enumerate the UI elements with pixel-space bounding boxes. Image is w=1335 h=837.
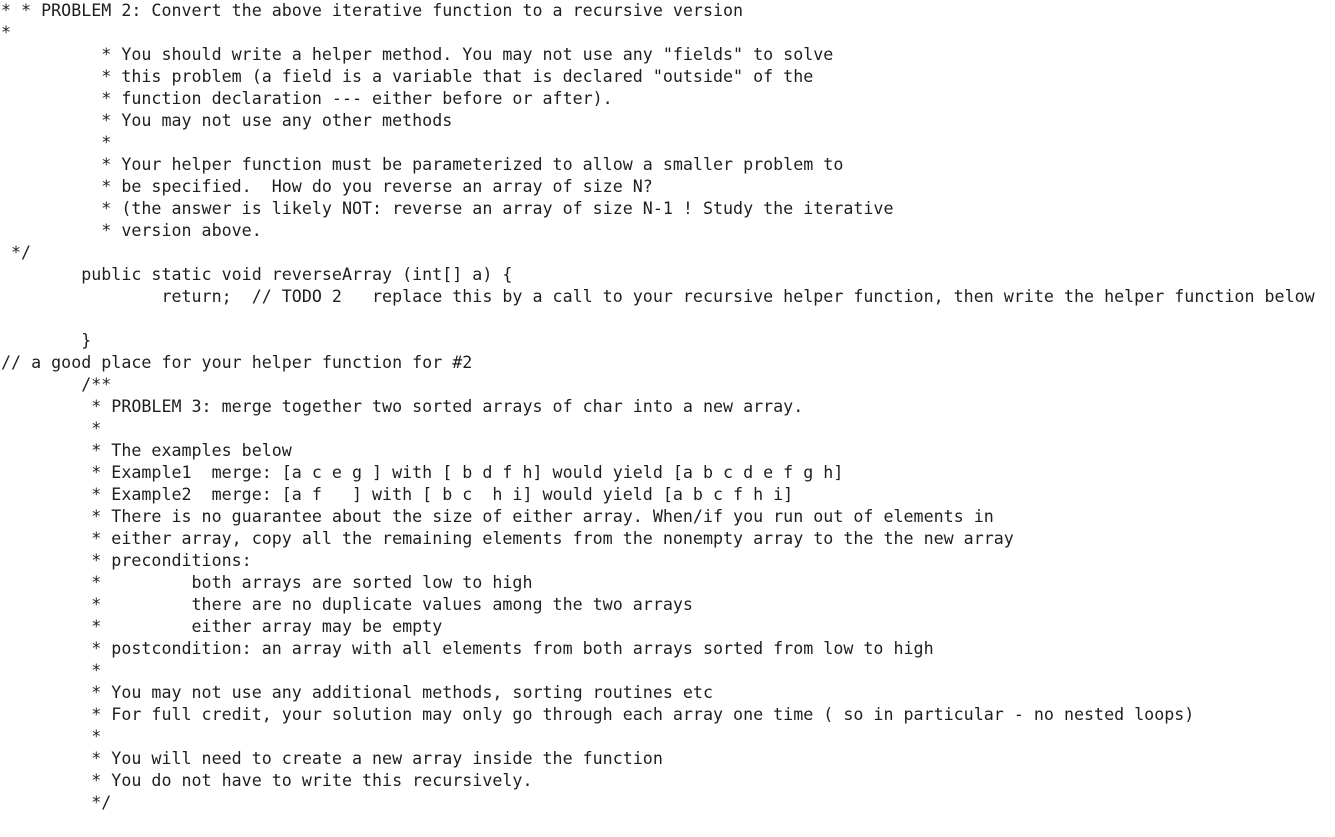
code-line: * The examples below bbox=[1, 441, 292, 460]
code-line: * Example1 merge: [a c e g ] with [ b d f h] would yield [a b c d e f g h] bbox=[1, 463, 844, 482]
code-line: * You will need to create a new array inside the function bbox=[1, 749, 663, 768]
code-line: */ bbox=[1, 243, 32, 262]
code-line: public static void reverseArray (int[] a) { bbox=[1, 265, 513, 284]
code-line: * postcondition: an array with all elements from both arrays sorted from low to high bbox=[1, 639, 934, 658]
code-line: * version above. bbox=[1, 221, 262, 240]
code-line: * PROBLEM 3: merge together two sorted arrays of char into a new array. bbox=[1, 397, 804, 416]
code-line: * Your helper function must be parameterized to allow a smaller problem to bbox=[1, 155, 844, 174]
code-line: * For full credit, your solution may only go through each array one time ( so in particular - no nested loops) bbox=[1, 705, 1195, 724]
code-line: * be specified. How do you reverse an array of size N? bbox=[1, 177, 653, 196]
code-line: * preconditions: bbox=[1, 551, 252, 570]
code-line: * You should write a helper method. You may not use any "fields" to solve bbox=[1, 45, 834, 64]
code-line: * either array, copy all the remaining elements from the nonempty array to the the new array bbox=[1, 529, 1014, 548]
code-line: * * PROBLEM 2: Convert the above iterative function to a recursive version bbox=[1, 1, 744, 20]
code-line: * You do not have to write this recursively. bbox=[1, 771, 533, 790]
code-line: * bbox=[1, 419, 102, 438]
code-line: * Example2 merge: [a f ] with [ b c h i] would yield [a b c f h i] bbox=[1, 485, 794, 504]
code-line: // a good place for your helper function for #2 bbox=[1, 353, 473, 372]
code-line: * bbox=[1, 133, 112, 152]
code-line: * both arrays are sorted low to high bbox=[1, 573, 533, 592]
code-line: * bbox=[1, 727, 102, 746]
code-line: /** bbox=[1, 375, 112, 394]
code-line: * You may not use any additional methods, sorting routines etc bbox=[1, 683, 713, 702]
code-line: * this problem (a field is a variable that is declared "outside" of the bbox=[1, 67, 814, 86]
code-line: * (the answer is likely NOT: reverse an array of size N-1 ! Study the iterative bbox=[1, 199, 894, 218]
code-line: * function declaration --- either before or after). bbox=[1, 89, 613, 108]
code-line: * You may not use any other methods bbox=[1, 111, 453, 130]
code-line: * either array may be empty bbox=[1, 617, 443, 636]
code-line: * bbox=[1, 23, 12, 42]
code-line: * There is no guarantee about the size of either array. When/if you run out of elements in bbox=[1, 507, 994, 526]
code-line: } bbox=[1, 331, 92, 350]
code-line: * bbox=[1, 661, 102, 680]
code-line: * there are no duplicate values among the two arrays bbox=[1, 595, 693, 614]
code-line: return; // TODO 2 replace this by a call to your recursive helper function, then write the helper function below bbox=[1, 287, 1315, 306]
code-line: */ bbox=[1, 793, 112, 812]
